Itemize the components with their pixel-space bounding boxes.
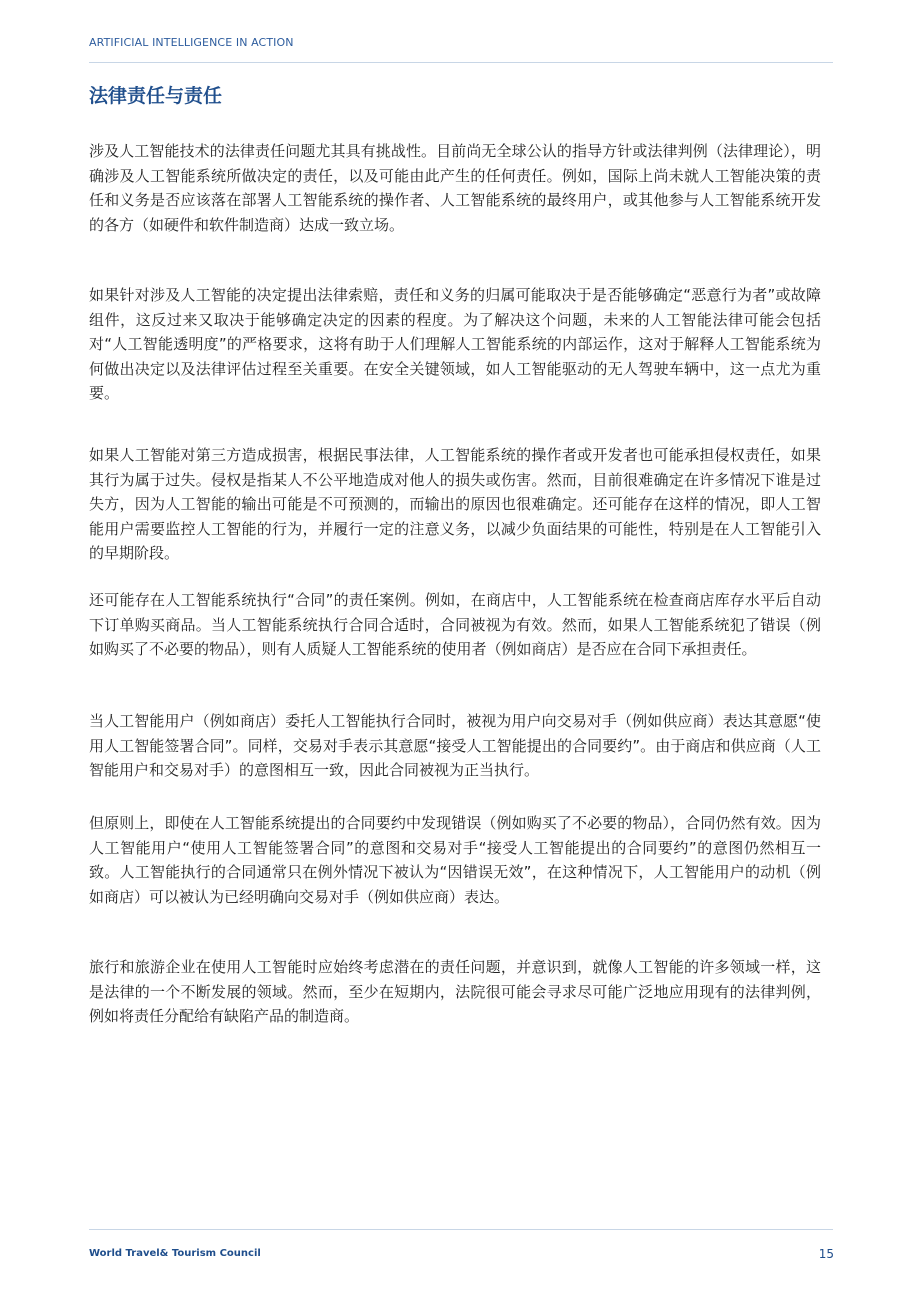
page-number: 15 xyxy=(818,1247,834,1261)
footer-divider xyxy=(89,1229,833,1230)
paragraph-6: 但原则上，即使在人工智能系统提出的合同要约中发现错误（例如购买了不必要的物品），合同仍然有效。因为人工智能用户“使用人工智能签署合同”的意图和交易对手“接受人工智能提出的合同要约”的意图仍然相互一致。人工智能执行的合同通常只在例外情况下被认为“因错误无效”，在这种情况下，人工智能用户的动机（例如商店）可以被认为已经明确向交易对手（例如供应商）表达。 xyxy=(89,814,821,906)
header-divider xyxy=(89,62,833,63)
paragraph-1: 涉及人工智能技术的法律责任问题尤其具有挑战性。目前尚无全球公认的指导方针或法律判例（法律理论），明确涉及人工智能系统所做决定的责任，以及可能由此产生的任何责任。例如，国际上尚未就人工智能决策的责任和义务是否应该落在部署人工智能系统的操作者、人工智能系统的最终用户，或其他参与人工智能系统开发的各方（如硬件和软件制造商）达成一致立场。 xyxy=(89,142,821,234)
paragraph-4: 还可能存在人工智能系统执行“合同”的责任案例。例如，在商店中，人工智能系统在检查商店库存水平后自动下订单购买商品。当人工智能系统执行合同合适时，合同被视为有效。然而，如果人工智能系统犯了错误（例如购买了不必要的物品），则有人质疑人工智能系统的使用者（例如商店）是否应在合同下承担责任。 xyxy=(89,591,821,658)
paragraph-5: 当人工智能用户（例如商店）委托人工智能执行合同时，被视为用户向交易对手（例如供应商）表达其意愿“使用人工智能签署合同”。同样，交易对手表示其意愿“接受人工智能提出的合同要约”。由于商店和供应商（人工智能用户和交易对手）的意图相互一致，因此合同被视为正当执行。 xyxy=(89,712,821,779)
footer-organization: World Travel& Tourism Council xyxy=(89,1248,261,1259)
paragraph-3: 如果人工智能对第三方造成损害，根据民事法律，人工智能系统的操作者或开发者也可能承担侵权责任，如果其行为属于过失。侵权是指某人不公平地造成对他人的损失或伤害。然而，目前很难确定在许多情况下谁是过失方，因为人工智能的输出可能是不可预测的，而输出的原因也很难确定。还可能存在这样的情况，即人工智能用户需要监控人工智能的行为，并履行一定的注意义务，以减少负面结果的可能性，特别是在人工智能引入的早期阶段。 xyxy=(89,446,821,562)
running-header: ARTIFICIAL INTELLIGENCE IN ACTION xyxy=(89,36,294,49)
section-title: 法律责任与责任 xyxy=(89,85,223,107)
paragraph-7: 旅行和旅游企业在使用人工智能时应始终考虑潜在的责任问题，并意识到，就像人工智能的许多领域一样，这是法律的一个不断发展的领域。然而，至少在短期内，法院很可能会寻求尽可能广泛地应用现有的法律判例，例如将责任分配给有缺陷产品的制造商。 xyxy=(89,958,821,1025)
paragraph-2: 如果针对涉及人工智能的决定提出法律索赔，责任和义务的归属可能取决于是否能够确定“恶意行为者”或故障组件，这反过来又取决于能够确定决定的因素的程度。为了解决这个问题，未来的人工智能法律可能会包括对“人工智能透明度”的严格要求，这将有助于人们理解人工智能系统的内部运作，这对于解释人工智能系统为何做出决定以及法律评估过程至关重要。在安全关键领域，如人工智能驱动的无人驾驶车辆中，这一点尤为重要。 xyxy=(89,286,821,402)
